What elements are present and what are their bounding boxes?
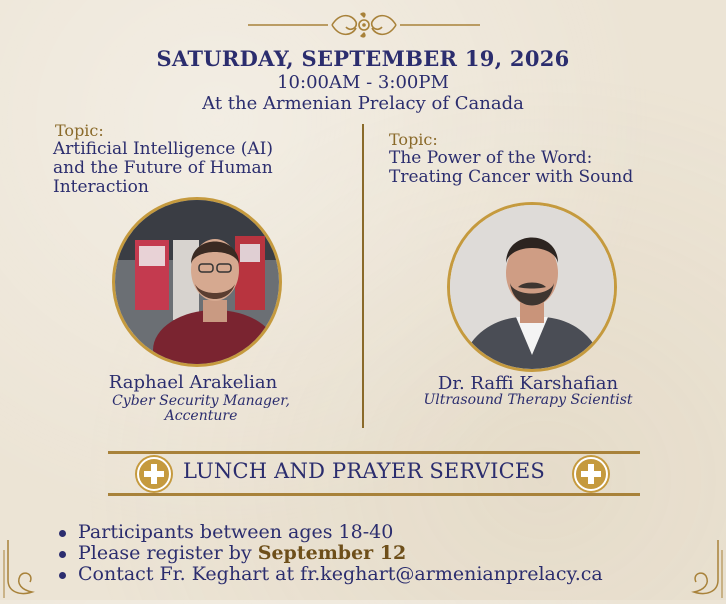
speaker-1-name: Raphael Arakelian (108, 372, 278, 393)
register-by-text: Please register by (78, 542, 258, 564)
speaker-2-topic (389, 149, 689, 187)
speaker-2-role (408, 393, 648, 408)
column-divider (362, 124, 364, 428)
register-deadline: September 12 (257, 542, 407, 564)
info-list (58, 522, 603, 585)
speaker-2-photo (447, 202, 617, 372)
speaker-1-topic-line: Interaction (53, 177, 149, 197)
banner-top-rule (108, 451, 640, 454)
speaker-1-topic-line: Artificial Intelligence (AI) (53, 139, 273, 159)
lunch-prayer-banner: LUNCH AND PRAYER SERVICES (183, 459, 545, 483)
corner-ornament (664, 540, 724, 600)
speaker-1-topic-line: and the Future of Human (53, 158, 273, 178)
speaker-2-topic-line: Treating Cancer with Sound (389, 167, 634, 187)
speaker-1-topic-label: Topic: (55, 121, 104, 140)
participants-age-text: Participants between ages 18-40 (78, 521, 394, 543)
list-item (58, 564, 603, 585)
speaker-1-topic (53, 140, 353, 197)
speaker-1-role (88, 394, 314, 424)
speaker-1-role-line: Accenture (164, 408, 238, 424)
top-ornament (248, 8, 480, 42)
speaker-2-topic-label: Topic: (389, 130, 438, 149)
list-item (58, 522, 603, 543)
event-venue: At the Armenian Prelacy of Canada (202, 93, 524, 114)
speaker-1-role-line: Cyber Security Manager, (112, 393, 290, 409)
event-time: 10:00AM - 3:00PM (277, 72, 449, 93)
event-date: SATURDAY, SEPTEMBER 19, 2026 (156, 46, 570, 71)
speaker-2-name: Dr. Raffi Karshafian (437, 373, 619, 394)
speaker-2-topic-line: The Power of the Word: (389, 148, 593, 168)
plus-icon (574, 457, 608, 491)
event-header (0, 45, 726, 115)
list-item (58, 543, 603, 564)
speaker-1-photo (112, 197, 282, 367)
speaker-2-role-line: Ultrasound Therapy Scientist (423, 392, 633, 408)
banner-bottom-rule (108, 493, 640, 496)
corner-ornament (2, 540, 62, 600)
contact-text: Contact Fr. Keghart at fr.keghart@armenianprelacy.ca (78, 563, 603, 585)
